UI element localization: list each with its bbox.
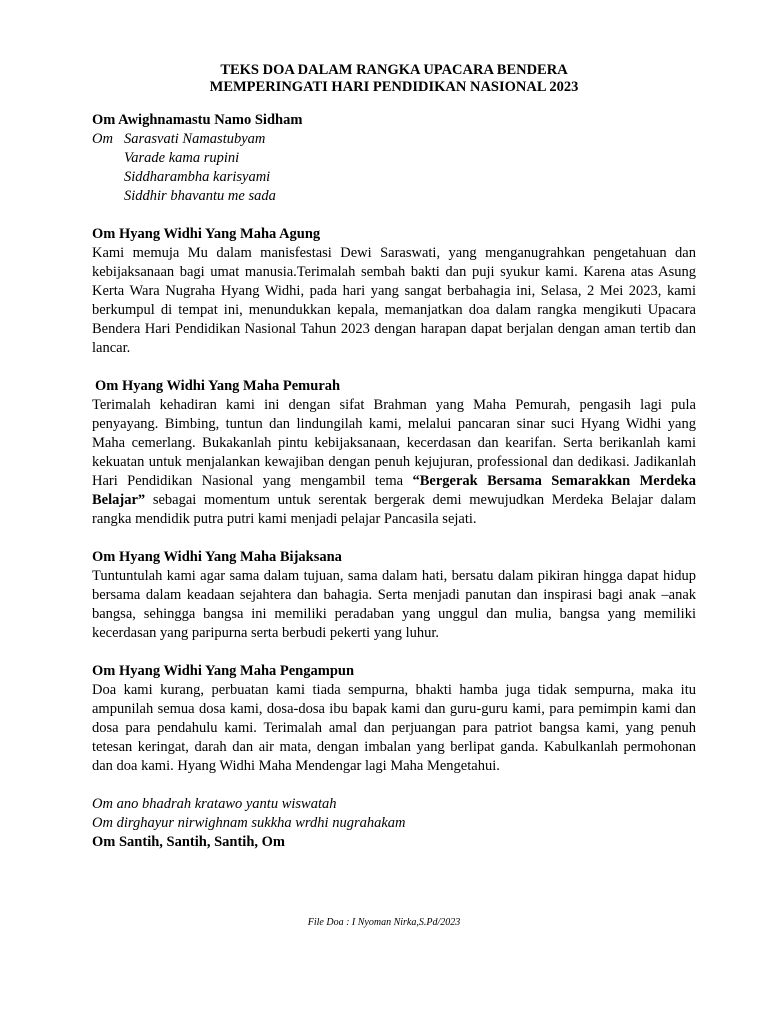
opening-heading: Om Awighnamastu Namo Sidham — [92, 112, 303, 128]
mantra-line-4: Siddhir bhavantu me sada — [124, 188, 276, 204]
section-body-maha-bijaksana: Tuntuntulah kami agar sama dalam tujuan, sama dalam hati, bersatu dalam pikiran hingga dapat hidup bersama dalam keadaan sejahtera dan bahagia. Serta menjadi panutan dan inspirasi bagi anak –anak bangsa, sehingga bangsa ini memiliki peradaban yang unggul dan mulia, bangsa yang memiliki kecerdasan yang paripurna serta berbudi pekerti yang luhur. — [92, 568, 696, 641]
title-line-2: MEMPERINGATI HARI PENDIDIKAN NASIONAL 2023 — [209, 79, 579, 95]
document-title — [92, 62, 696, 96]
mantra-text-1: Sarasvati Namastubyam — [124, 131, 266, 147]
section-heading-maha-agung: Om Hyang Widhi Yang Maha Agung — [92, 226, 321, 242]
mantra-line-1 — [92, 130, 696, 149]
title-line-1: TEKS DOA DALAM RANGKA UPACARA BENDERA — [220, 62, 568, 78]
section-body-maha-pengampun: Doa kami kurang, perbuatan kami tiada sempurna, bhakti hamba juga tidak sempurna, maka itu ampunilah semua dosa kami, dosa-dosa ibu bapak kami dan guru-guru kami, para pemimpin kami dan dosa para pendahulu kami. Terimalah amal dan perjuangan para patriot bangsa kami, yang penuh tetesan keringat, darah dan air mata, dengan imbalan yang berlipat ganda. Kabulkanlah permohonan dan doa kami. Hyang Widhi Maha Mendengar lagi Maha Mengetahui. — [92, 682, 696, 774]
section-body-maha-pemurah-before: Terimalah kehadiran kami ini dengan sifat Brahman yang Maha Pemurah, pengasih lagi pula penyayang. Bimbing, tuntun dan lindungilah kami, melalui pancaran sinar suci Hyang Widhi yang Maha cemerlang. Bukakanlah pintu kebijaksanaan, kecerdasan dan kearifan. Serta berikanlah kami kekuatan untuk menjalankan kewajiban dengan penuh kejujuran, professional dan dedikasi. Jadikanlah Hari Pendidikan Nasional yang mengambil tema — [92, 397, 696, 489]
mantra-block — [92, 130, 696, 206]
mantra-line-2: Varade kama rupini — [124, 150, 240, 166]
document-page — [92, 62, 696, 852]
section-heading-maha-bijaksana: Om Hyang Widhi Yang Maha Bijaksana — [92, 549, 342, 565]
section-body-maha-pemurah-after: sebagai momentum untuk serentak bergerak demi mewujudkan Merdeka Belajar dalam rangka mendidik putra putri kami menjadi pelajar Pancasila sejati. — [92, 492, 696, 527]
closing-line-3: Om Santih, Santih, Santih, Om — [92, 834, 285, 850]
document-footer: File Doa : I Nyoman Nirka,S.Pd/2023 — [307, 917, 461, 928]
section-heading-maha-pemurah: Om Hyang Widhi Yang Maha Pemurah — [95, 378, 341, 394]
mantra-line-3: Siddharambha karisyami — [124, 169, 271, 185]
closing-block — [92, 795, 696, 852]
theme-quote: “Bergerak Bersama Semarakkan Merdeka Belajar” — [92, 473, 696, 508]
section-heading-maha-pengampun: Om Hyang Widhi Yang Maha Pengampun — [92, 663, 355, 679]
mantra-prefix: Om — [92, 131, 113, 147]
closing-line-1: Om ano bhadrah kratawo yantu wiswatah — [92, 796, 337, 812]
section-body-maha-pemurah — [92, 396, 696, 529]
closing-line-2: Om dirghayur nirwighnam sukkha wrdhi nugrahakam — [92, 815, 406, 831]
section-body-maha-agung: Kami memuja Mu dalam manisfestasi Dewi Saraswati, yang menganugrahkan pengetahuan dan kebijaksanaan bagi umat manusia.Terimalah sembah bakti dan puji syukur kami. Karena atas Asung Kerta Wara Nugraha Hyang Widhi, pada hari yang sangat berbahagia ini, Selasa, 2 Mei 2023, kami berkumpul di tempat ini, menundukkan kepala, memanjatkan doa dalam rangka mengikuti Upacara Bendera Hari Pendidikan Nasional Tahun 2023 dengan harapan dapat berjalan dengan aman tertib dan lancar. — [92, 245, 696, 356]
